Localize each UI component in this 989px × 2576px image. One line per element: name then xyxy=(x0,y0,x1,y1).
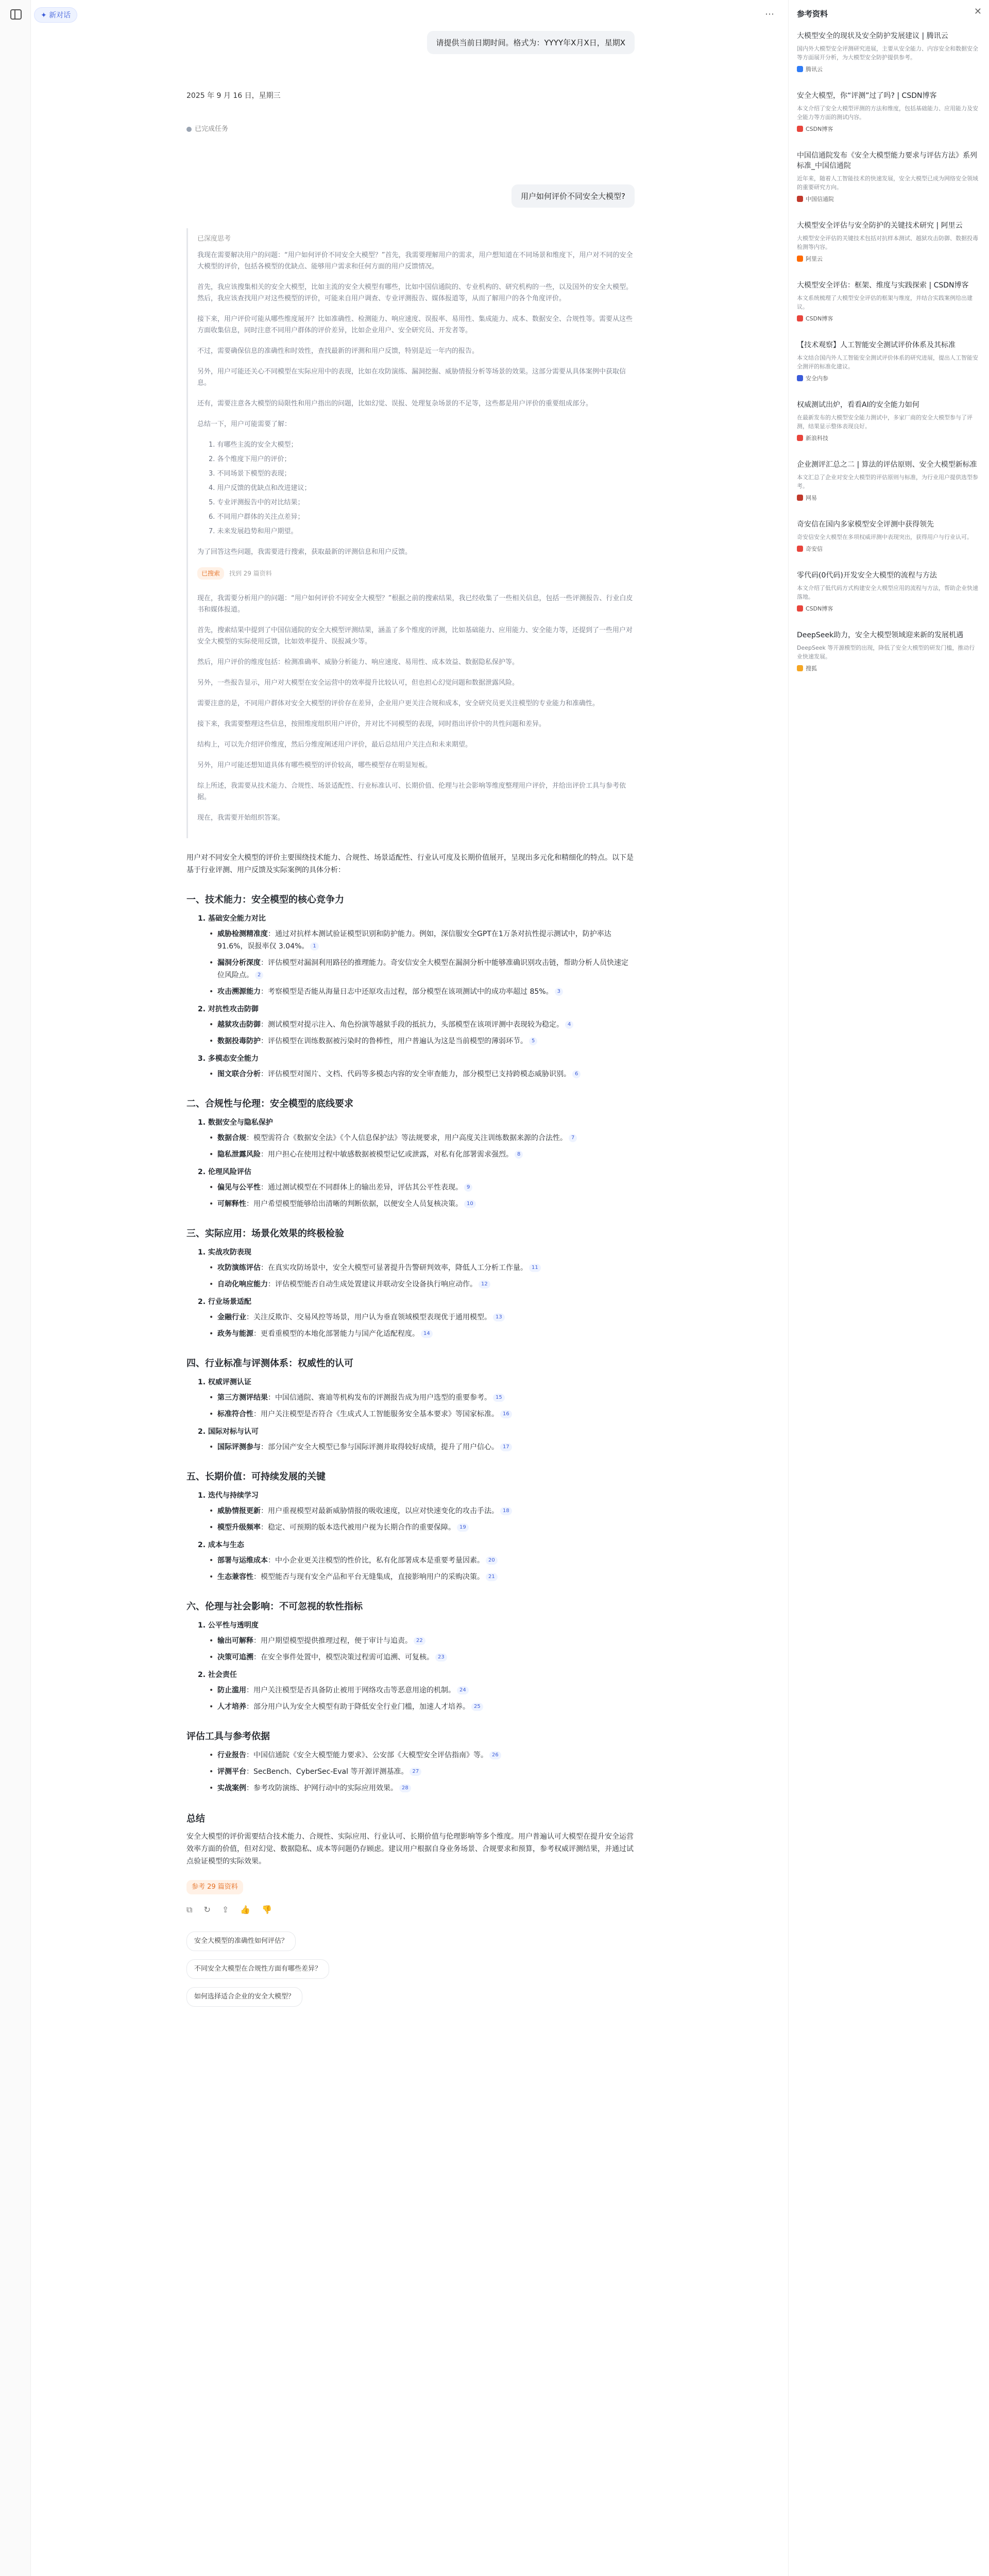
citation-badge[interactable]: 15 xyxy=(493,1394,505,1402)
reference-source-name: 安全内参 xyxy=(806,375,828,382)
group-list xyxy=(209,1132,635,1161)
citation-badge[interactable]: 11 xyxy=(529,1264,541,1272)
reference-title[interactable]: 零代码(0代码)开发安全大模型的流程与方法 xyxy=(797,571,937,580)
reference-title[interactable]: 权威测试出炉，看看AI的安全能力如何 xyxy=(797,401,919,409)
citation-badge[interactable]: 6 xyxy=(572,1070,581,1078)
reference-source-name: 中国信通院 xyxy=(806,196,834,202)
reference-source-name: 阿里云 xyxy=(806,256,823,262)
answer-item xyxy=(209,1035,635,1047)
reference-snippet: DeepSeek 等开源模型的出现，降低了安全大模型的研发门槛，推动行业快速发展。 xyxy=(797,645,975,660)
group-heading: 2. 对抗性攻击防御 xyxy=(198,1005,259,1013)
group-list xyxy=(209,1441,635,1453)
think-paragraph: 接下来，我需要整理这些信息，按照维度组织用户评价，并对比不同模型的表现，同时指出评价中的共性问题和差异。 xyxy=(197,720,546,728)
reference-source xyxy=(797,494,979,502)
site-favicon-icon xyxy=(797,315,803,321)
think-paragraph: 还有，需要注意各大模型的局限性和用户指出的问题，比如幻觉、误报、处理复杂场景的不足等，这些都是用户评价的重要组成部分。 xyxy=(197,400,593,408)
item-label: 攻防演练评估 xyxy=(217,1264,261,1272)
reference-item[interactable] xyxy=(797,221,979,263)
think-list-item: 6. 不同用户群体的关注点差异； xyxy=(209,513,304,521)
reference-item[interactable] xyxy=(797,31,979,73)
tool-status-label: 已完成任务 xyxy=(195,125,229,133)
answer-item xyxy=(209,1571,635,1583)
reference-item[interactable] xyxy=(797,630,979,672)
item-text: ：稳定、可预期的版本迭代被用户视为长期合作的重要保障。 xyxy=(261,1523,455,1532)
reference-item[interactable] xyxy=(797,150,979,203)
answer-item xyxy=(209,1635,635,1647)
item-label: 偏见与公平性 xyxy=(217,1183,261,1192)
reference-source xyxy=(797,434,979,442)
message-actions xyxy=(186,1904,635,1916)
item-text: ：中国信通院《安全大模型能力要求》、公安部《大模型安全评估指南》等。 xyxy=(246,1751,488,1759)
item-label: 图文联合分析 xyxy=(217,1070,261,1078)
site-favicon-icon xyxy=(797,126,803,132)
group-heading: 2. 伦理风险评估 xyxy=(198,1168,251,1176)
tool-item xyxy=(209,1749,635,1761)
think-paragraph: 为了回答这些问题，我需要进行搜索，获取最新的评测信息和用户反馈。 xyxy=(197,548,412,556)
answer-item xyxy=(209,928,635,953)
citation-badge[interactable]: 8 xyxy=(515,1150,523,1159)
thumbs-down-icon[interactable]: 👎 xyxy=(262,1905,272,1914)
tool-item xyxy=(209,1782,635,1794)
answer-item xyxy=(209,1198,635,1210)
item-label: 生态兼容性 xyxy=(217,1573,253,1581)
reference-source-name: 网易 xyxy=(806,495,817,501)
source-chip: 参考 29 篇资料 xyxy=(186,1880,243,1894)
group-heading: 3. 多模态安全能力 xyxy=(198,1055,259,1063)
site-favicon-icon xyxy=(797,435,803,441)
reference-title[interactable]: 安全大模型，你“评测”过了吗? | CSDN博客 xyxy=(797,92,937,100)
reference-title[interactable]: 企业测评汇总之二 | 算法的评估原则、安全大模型新标准 xyxy=(797,461,977,469)
item-text: ：模型能否与现有安全产品和平台无缝集成，直接影响用户的采购决策。 xyxy=(253,1573,484,1581)
section-title: 二、合规性与伦理：安全模型的底线要求 xyxy=(186,1098,353,1109)
item-label: 标准符合性 xyxy=(217,1410,253,1418)
citation-badge[interactable]: 2 xyxy=(255,971,263,979)
think-paragraph: 综上所述，我需要从技术能力、合规性、场景适配性、行业标准认可、长期价值、伦理与社会影响等维度整理用户评价，并给出评价工具与参考依据。 xyxy=(197,782,626,801)
item-label: 自动化响应能力 xyxy=(217,1280,268,1289)
site-favicon-icon xyxy=(797,605,803,612)
citation-badge[interactable]: 9 xyxy=(464,1183,472,1192)
reference-snippet: 近年来，随着人工智能技术的快速发展，安全大模型已成为网络安全领域的重要研究方向。 xyxy=(797,175,978,191)
think-list xyxy=(197,439,635,537)
reference-source-name: 新浪科技 xyxy=(806,435,828,442)
copy-icon[interactable]: ⧉ xyxy=(186,1905,193,1914)
answer-sections xyxy=(186,894,635,1713)
assistant-date-answer: 2025 年 9 月 16 日，星期三 xyxy=(186,92,281,100)
answer-item xyxy=(209,1311,635,1324)
think-paragraph: 另外，一些报告显示，用户对大模型在安全运营中的效率提升比较认可，但也担心幻觉问题和数据泄露风险。 xyxy=(197,679,519,687)
conversation xyxy=(186,31,635,2015)
reference-source-name: 腾讯云 xyxy=(806,66,823,73)
item-text: ：评估模型能否自动生成处置建议并联动安全设备执行响应动作。 xyxy=(268,1280,477,1289)
think-paragraph: 现在，我需要开始组织答案。 xyxy=(197,814,285,822)
section-title: 四、行业标准与评测体系：权威性的认可 xyxy=(186,1358,353,1369)
citation-badge[interactable]: 24 xyxy=(457,1686,469,1694)
reference-source-name: 奇安信 xyxy=(806,546,823,552)
item-label: 防止滥用 xyxy=(217,1686,246,1694)
reference-source xyxy=(797,545,979,553)
item-label: 威胁检测精准度 xyxy=(217,930,268,938)
group-list xyxy=(209,1554,635,1583)
think-list-item: 7. 未来发展趋势和用户期望。 xyxy=(209,528,298,535)
reference-snippet: 本文介绍了安全大模型评测的方法和维度，包括基础能力、应用能力及安全能力等方面的测试内容。 xyxy=(797,105,978,121)
reference-source xyxy=(797,125,979,133)
item-text: ：评估模型对漏洞利用路径的推理能力。奇安信安全大模型在漏洞分析中能够准确识别攻击链，帮助分析人员快速定位风险点。 xyxy=(217,959,628,979)
reference-title[interactable]: 中国信通院发布《安全大模型能力要求与评估方法》系列标准_中国信通院 xyxy=(797,151,977,170)
answer-item xyxy=(209,1068,635,1080)
item-label: 数据合规 xyxy=(217,1134,246,1142)
item-text: ：更看重模型的本地化部署能力与国产化适配程度。 xyxy=(253,1330,419,1338)
suggestion-chip[interactable]: 安全大模型的准确性如何评估？ xyxy=(186,1931,296,1951)
sidebar-toggle-icon[interactable] xyxy=(10,9,22,20)
item-label: 国际评测参与 xyxy=(217,1443,261,1451)
citation-badge[interactable]: 27 xyxy=(410,1768,421,1776)
group-list xyxy=(209,1684,635,1713)
item-label: 行业报告 xyxy=(217,1751,246,1759)
citation-badge[interactable]: 26 xyxy=(489,1751,501,1759)
reference-source-name: 搜狐 xyxy=(806,665,817,672)
site-favicon-icon xyxy=(797,256,803,262)
item-text: ：在安全事件处置中，模型决策过程需可追溯、可复核。 xyxy=(253,1653,434,1662)
source-row[interactable] xyxy=(186,1880,635,1894)
close-icon[interactable]: ✕ xyxy=(974,6,982,17)
item-text: ：部分用户认为安全大模型有助于降低安全行业门槛，加速人才培养。 xyxy=(246,1703,470,1711)
group-heading: 1. 数据安全与隐私保护 xyxy=(198,1118,273,1127)
citation-badge[interactable]: 13 xyxy=(493,1313,505,1321)
think-paragraph: 首先，搜索结果中提到了中国信通院的安全大模型评测结果，涵盖了多个维度的评测，比如基础能力、应用能力、安全能力等，还提到了一些用户对安全大模型的实际使用反馈，比如效率提升、误报减少等。 xyxy=(197,626,633,646)
think-list-item: 2. 各个维度下用户的评价； xyxy=(209,455,291,463)
suggestion-chip[interactable]: 如何选择适合企业的安全大模型？ xyxy=(186,1987,302,2007)
item-text: ：通过测试模型在不同群体上的输出差异，评估其公平性表现。 xyxy=(261,1183,463,1192)
site-favicon-icon xyxy=(797,196,803,202)
answer-item xyxy=(209,1521,635,1534)
think-paragraph: 我现在需要解决用户的问题：“用户如何评价不同安全大模型？”首先，我需要理解用户的需求，用户想知道在不同场景和维度下，用户对不同的安全大模型的评价，包括各模型的优缺点、能够用户需求和任何方面的用户反馈情况。 xyxy=(197,251,633,270)
regenerate-icon[interactable]: ↻ xyxy=(203,1905,211,1914)
group-list xyxy=(209,1262,635,1291)
reference-item[interactable] xyxy=(797,340,979,382)
reference-snippet: 本文介绍了低代码方式构建安全大模型应用的流程与方法，帮助企业快速落地。 xyxy=(797,585,978,600)
think-paragraph: 总结一下，用户可能需要了解： xyxy=(197,420,292,428)
left-rail xyxy=(0,0,31,2576)
item-text: ：评估模型在训练数据被污染时的鲁棒性，用户普遍认为这是当前模型的薄弱环节。 xyxy=(261,1037,527,1045)
reference-item[interactable] xyxy=(797,519,979,553)
reference-title[interactable]: 大模型安全的现状及安全防护发展建议 | 腾讯云 xyxy=(797,32,948,40)
answer-item xyxy=(209,957,635,981)
answer-item xyxy=(209,1701,635,1713)
citation-badge[interactable]: 10 xyxy=(464,1200,476,1208)
answer-item xyxy=(209,1651,635,1664)
think-paragraph: 现在，我需要分析用户的问题：“用户如何评价不同安全大模型？”根据之前的搜索结果，我已经收集了一些相关信息，包括一些评测报告、行业白皮书和媒体报道。 xyxy=(197,595,633,614)
group-list xyxy=(209,1635,635,1664)
reference-snippet: 本文汇总了企业对安全大模型的评估原则与标准，为行业用户提供选型参考。 xyxy=(797,474,978,489)
reference-title[interactable]: 【技术观察】人工智能安全测试评价体系及其标准 xyxy=(797,341,956,349)
item-text: ：通过对抗样本测试验证模型识别和防护能力。例如，深信服安全GPT在1万条对抗性提示测试中，防护率达 91.6%，误报率仅 3.04%。 xyxy=(217,930,611,951)
answer-item xyxy=(209,1554,635,1567)
section-title: 三、实际应用：场景化效果的终极检验 xyxy=(186,1228,344,1239)
answer-item xyxy=(209,1505,635,1517)
section-title: 五、长期价值：可持续发展的关键 xyxy=(186,1471,326,1482)
think-paragraph: 需要注意的是，不同用户群体对安全大模型的评价存在差异，企业用户更关注合规和成本，安全研究员更关注模型的专业能力和准确性。 xyxy=(197,700,600,707)
reference-source xyxy=(797,195,979,203)
new-chat-button[interactable]: ✦ 新对话 xyxy=(34,7,77,23)
reference-source xyxy=(797,664,979,672)
group-heading: 1. 权威评测认证 xyxy=(198,1378,251,1386)
reference-item[interactable] xyxy=(797,91,979,133)
reference-snippet: 在最新发布的大模型安全能力测试中，多家厂商的安全大模型参与了评测，结果显示整体表现良好。 xyxy=(797,414,973,430)
reference-source xyxy=(797,604,979,613)
group-heading: 2. 成本与生态 xyxy=(198,1541,244,1549)
user-message-question: 用户如何评价不同安全大模型? xyxy=(511,184,635,208)
think-paragraph: 然后，用户评价的维度包括：检测准确率、威胁分析能力、响应速度、易用性、成本效益、数据隐私保护等。 xyxy=(197,658,519,666)
more-icon[interactable]: ⋯ xyxy=(765,9,774,20)
thinking-block xyxy=(186,228,635,838)
group-heading: 1. 基础安全能力对比 xyxy=(198,914,266,923)
item-label: 金融行业 xyxy=(217,1313,246,1321)
section-title: 一、技术能力：安全模型的核心竞争力 xyxy=(186,894,344,905)
think-paragraph: 接下来，用户评价可能从哪些维度展开？比如准确性、检测能力、响应速度、误报率、易用性、集成能力、成本、数据安全、合规性等。需要从这些方面收集信息，同时注意不同用户群体的评价差异，比如企业用户、安全研究员、开发者等。 xyxy=(197,315,633,334)
think-list-item: 4. 用户反馈的优缺点和改进建议； xyxy=(209,484,311,492)
reference-snippet: 本文结合国内外人工智能安全测试评价体系的研究进展，提出人工智能安全测评的标准化建议。 xyxy=(797,354,978,370)
think-paragraph: 另外，用户可能还关心不同模型在实际应用中的表现，比如在攻防演练、漏洞挖掘、威胁情报分析等场景的效果。这部分需要从具体案例中获取信息。 xyxy=(197,368,626,387)
think-list-item: 1. 有哪些主流的安全大模型； xyxy=(209,441,298,449)
item-label: 第三方测评结果 xyxy=(217,1394,268,1402)
item-text: ：考察模型是否能从海量日志中还原攻击过程，部分模型在该项测试中的成功率超过 85%。 xyxy=(261,988,553,996)
item-label: 越狱攻击防御 xyxy=(217,1021,261,1029)
search-chip: 已搜索 xyxy=(197,567,224,580)
answer-item xyxy=(209,1181,635,1194)
item-text: ：关注反欺诈、交易风控等场景，用户认为垂直领域模型表现优于通用模型。 xyxy=(246,1313,491,1321)
group-heading: 1. 实战攻防表现 xyxy=(198,1248,251,1257)
site-favicon-icon xyxy=(797,665,803,671)
citation-badge[interactable]: 17 xyxy=(500,1443,512,1451)
reference-source-name: CSDN博客 xyxy=(806,126,833,132)
references-panel xyxy=(788,0,989,2576)
citation-badge[interactable]: 16 xyxy=(500,1410,512,1418)
think-list-item: 3. 不同场景下模型的表现； xyxy=(209,470,291,478)
group-list xyxy=(209,1181,635,1210)
item-label: 漏洞分析深度 xyxy=(217,959,261,967)
item-label: 部署与运维成本 xyxy=(217,1556,268,1565)
group-list xyxy=(209,1505,635,1534)
answer-item xyxy=(209,1278,635,1291)
group-heading: 1. 公平性与透明度 xyxy=(198,1621,259,1630)
think-search-row[interactable] xyxy=(197,567,635,580)
citation-badge[interactable]: 4 xyxy=(565,1021,573,1029)
reference-source-name: CSDN博客 xyxy=(806,605,833,612)
citation-badge[interactable]: 14 xyxy=(421,1330,433,1338)
item-label: 实战案例 xyxy=(217,1784,246,1792)
thumbs-up-icon[interactable]: 👍 xyxy=(240,1905,251,1914)
reference-item[interactable] xyxy=(797,460,979,502)
item-label: 政务与能源 xyxy=(217,1330,253,1338)
item-text: ：评估模型对图片、文档、代码等多模态内容的安全审查能力，部分模型已支持跨模态威胁识别。 xyxy=(261,1070,571,1078)
share-icon[interactable]: ⇪ xyxy=(221,1905,229,1914)
item-label: 模型升级频率 xyxy=(217,1523,261,1532)
citation-badge[interactable]: 23 xyxy=(435,1653,447,1662)
status-dot-icon xyxy=(186,127,192,132)
reference-snippet: 奇安信安全大模型在多项权威评测中表现突出，获得用户与行业认可。 xyxy=(797,534,973,540)
group-list xyxy=(209,1392,635,1420)
answer-item xyxy=(209,1132,635,1144)
reference-snippet: 国内外大模型安全评测研究进展，主要从安全能力、内容安全和数据安全等方面展开分析，为大模型安全防护提供参考。 xyxy=(797,45,978,61)
summary-title: 总结 xyxy=(186,1814,205,1824)
item-text: ：中国信通院、赛迪等机构发布的评测报告成为用户选型的重要参考。 xyxy=(268,1394,491,1402)
item-label: 决策可追溯 xyxy=(217,1653,253,1662)
answer-item xyxy=(209,1392,635,1404)
answer-item xyxy=(209,1441,635,1453)
group-heading: 1. 迭代与持续学习 xyxy=(198,1492,259,1500)
reference-title[interactable]: DeepSeek助力，安全大模型领域迎来新的发展机遇 xyxy=(797,631,964,639)
item-label: 输出可解释 xyxy=(217,1637,253,1645)
item-text: ：模型需符合《数据安全法》《个人信息保护法》等法规要求，用户高度关注训练数据来源的合法性。 xyxy=(246,1134,567,1142)
reference-snippet: 大模型安全评估的关键技术包括对抗样本测试、越狱攻击防御、数据投毒检测等内容。 xyxy=(797,235,978,250)
think-paragraph: 不过，需要确保信息的准确性和时效性，查找最新的评测和用户反馈，特别是近一年内的报告。 xyxy=(197,347,479,355)
item-label: 人才培养 xyxy=(217,1703,246,1711)
citation-badge[interactable]: 22 xyxy=(414,1637,425,1645)
citation-badge[interactable]: 25 xyxy=(471,1703,483,1711)
answer-item xyxy=(209,1019,635,1031)
citation-badge[interactable]: 21 xyxy=(486,1573,498,1581)
item-text: ：用户关注模型是否具备防止被用于网络攻击等恶意用途的机制。 xyxy=(246,1686,455,1694)
item-text: ：用户重视模型对最新威胁情报的吸收速度，以应对快速变化的攻击手法。 xyxy=(261,1507,499,1515)
item-label: 可解释性 xyxy=(217,1200,246,1208)
item-label: 威胁情报更新 xyxy=(217,1507,261,1515)
answer-item xyxy=(209,1262,635,1274)
answer-item xyxy=(209,1148,635,1161)
group-heading: 2. 行业场景适配 xyxy=(198,1298,251,1306)
citation-badge[interactable]: 12 xyxy=(479,1280,490,1289)
tool-status[interactable] xyxy=(186,123,635,133)
answer-intro: 用户对不同安全大模型的评价主要围绕技术能力、合规性、场景适配性、行业认可度及长期价值展开，呈现出多元化和精细化的特点。以下是基于行业评测、用户反馈及实际案例的具体分析： xyxy=(186,854,634,874)
tool-item xyxy=(209,1766,635,1778)
site-favicon-icon xyxy=(797,495,803,501)
reference-source xyxy=(797,314,979,323)
item-label: 数据投毒防护 xyxy=(217,1037,261,1045)
main-area xyxy=(32,0,788,2576)
item-text: ：SecBench、CyberSec-Eval 等开源评测基准。 xyxy=(246,1768,408,1776)
item-text: ：用户希望模型能够给出清晰的判断依据，以便安全人员复核决策。 xyxy=(246,1200,463,1208)
reference-title[interactable]: 大模型安全评估与安全防护的关键技术研究 | 阿里云 xyxy=(797,222,963,230)
citation-badge[interactable]: 20 xyxy=(486,1556,498,1565)
item-text: ：用户关注模型是否符合《生成式人工智能服务安全基本要求》等国家标准。 xyxy=(253,1410,499,1418)
think-list-item: 5. 专业评测报告中的对比结果； xyxy=(209,499,304,506)
tools-section-title: 评估工具与参考依据 xyxy=(186,1731,270,1742)
item-text: ：部分国产安全大模型已参与国际评测并取得较好成绩，提升了用户信心。 xyxy=(261,1443,499,1451)
answer-item xyxy=(209,1408,635,1420)
citation-badge[interactable]: 28 xyxy=(399,1784,411,1792)
citation-badge[interactable]: 19 xyxy=(457,1523,469,1532)
reference-source xyxy=(797,255,979,263)
item-text: ：用户担心在使用过程中敏感数据被模型记忆或泄露，对私有化部署需求强烈。 xyxy=(261,1150,513,1159)
answer-item xyxy=(209,1328,635,1340)
suggestion-chip[interactable]: 不同安全大模型在合规性方面有哪些差异？ xyxy=(186,1959,329,1979)
reference-item[interactable] xyxy=(797,280,979,323)
section-title: 六、伦理与社会影响：不可忽视的软性指标 xyxy=(186,1601,363,1612)
reference-title[interactable]: 奇安信在国内多家模型安全评测中获得领先 xyxy=(797,520,934,529)
summary-text: 安全大模型的评价需要结合技术能力、合规性、实际应用、行业认可、长期价值与伦理影响等多个维度。用户普遍认可大模型在提升安全运营效率方面的价值，但对幻觉、数据隐私、成本等问题仍存顾虑。建议用户根据自身业务场景、合规要求和预算，参考权威评测结果，并通过试点验证模型的实际效果。 xyxy=(186,1833,634,1866)
citation-badge[interactable]: 3 xyxy=(555,988,563,996)
citation-badge[interactable]: 5 xyxy=(529,1037,537,1045)
panel-title: 参考资料 xyxy=(797,9,828,19)
group-list xyxy=(209,928,635,998)
reference-title[interactable]: 大模型安全评估：框架、维度与实践探索 | CSDN博客 xyxy=(797,281,969,290)
thinking-header[interactable]: 已深度思考 xyxy=(197,235,231,243)
citation-badge[interactable]: 1 xyxy=(310,942,318,951)
reference-item[interactable] xyxy=(797,400,979,442)
reference-source-name: CSDN博客 xyxy=(806,315,833,322)
group-list xyxy=(209,1068,635,1080)
search-result-count: 找到 29 篇资料 xyxy=(229,570,272,577)
site-favicon-icon xyxy=(797,66,803,72)
think-paragraph: 首先，我应该搜集相关的安全大模型，比如主流的安全大模型有哪些，比如中国信通院的、专业机构的、研究机构的一些，以及国外的安全大模型。然后，我应该查找用户对这些模型的评价，可能来自用户调查、专业评测报告、媒体报道等，从而了解用户的各个角度评价。 xyxy=(197,283,633,302)
group-heading: 2. 国际对标与认可 xyxy=(198,1428,259,1436)
item-text: ：用户期望模型提供推理过程，便于审计与追责。 xyxy=(253,1637,412,1645)
think-paragraph: 结构上，可以先介绍评价维度，然后分维度阐述用户评价，最后总结用户关注点和未来期望。 xyxy=(197,741,472,749)
reference-item[interactable] xyxy=(797,570,979,613)
think-paragraph: 另外，用户可能还想知道具体有哪些模型的评价较高，哪些模型存在明显短板。 xyxy=(197,761,432,769)
reference-snippet: 本文系统梳理了大模型安全评估的框架与维度，并结合实践案例给出建议。 xyxy=(797,295,973,310)
answer-body xyxy=(186,852,635,2007)
item-text: ：中小企业更关注模型的性价比，私有化部署成本是重要考量因素。 xyxy=(268,1556,484,1565)
item-label: 隐私泄露风险 xyxy=(217,1150,261,1159)
reference-source xyxy=(797,374,979,382)
group-list xyxy=(209,1019,635,1047)
item-label: 攻击溯源能力 xyxy=(217,988,261,996)
answer-item xyxy=(209,1684,635,1697)
item-label: 评测平台 xyxy=(217,1768,246,1776)
site-favicon-icon xyxy=(797,546,803,552)
group-list xyxy=(209,1311,635,1340)
reference-source xyxy=(797,65,979,73)
item-text: ：测试模型对提示注入、角色扮演等越狱手段的抵抗力，头部模型在该项评测中表现较为稳定。 xyxy=(261,1021,564,1029)
citation-badge[interactable]: 7 xyxy=(569,1134,577,1142)
user-message-date: 请提供当前日期时间。格式为：YYYY年X月X日，星期X xyxy=(427,31,635,54)
item-text: ：参考攻防演练、护网行动中的实际应用效果。 xyxy=(246,1784,398,1792)
group-heading: 2. 社会责任 xyxy=(198,1671,237,1679)
citation-badge[interactable]: 18 xyxy=(500,1507,512,1515)
site-favicon-icon xyxy=(797,375,803,381)
answer-item xyxy=(209,986,635,998)
reference-list xyxy=(797,31,979,690)
item-text: ：在真实攻防场景中，安全大模型可显著提升告警研判效率，降低人工分析工作量。 xyxy=(261,1264,527,1272)
tools-section-list xyxy=(209,1749,635,1794)
